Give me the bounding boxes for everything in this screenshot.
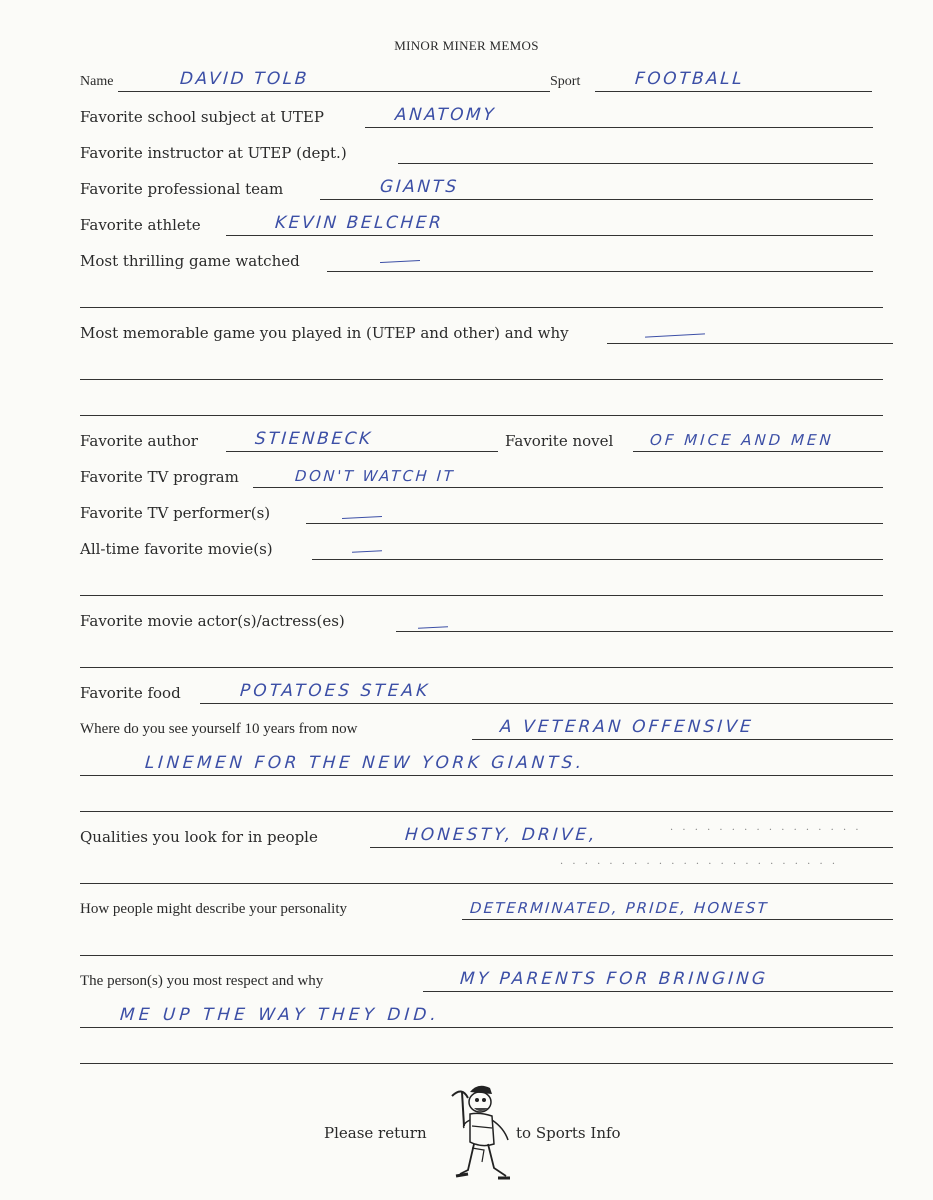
ten-years-label: Where do you see yourself 10 years from now xyxy=(80,721,358,737)
author-line xyxy=(226,451,498,452)
athlete-line xyxy=(226,235,873,236)
tv-program-line xyxy=(253,487,883,488)
movie-row xyxy=(80,536,893,560)
memorable-line-3 xyxy=(80,415,883,416)
novel-line xyxy=(633,451,883,452)
author-value[interactable]: STIENBECK xyxy=(254,429,374,449)
movie-label: All-time favorite movie(s) xyxy=(80,540,273,558)
respect-row-2 xyxy=(80,1004,893,1028)
ten-years-row-2 xyxy=(80,752,893,776)
ten-years-row xyxy=(80,716,893,740)
thrilling-row-2 xyxy=(80,284,893,308)
memorable-row xyxy=(80,320,893,344)
team-line xyxy=(320,199,873,200)
ten-years-line-3 xyxy=(80,811,893,812)
instructor-label: Favorite instructor at UTEP (dept.) xyxy=(80,144,347,162)
actor-row xyxy=(80,608,893,632)
thrilling-line xyxy=(327,271,873,272)
athlete-label: Favorite athlete xyxy=(80,216,201,234)
qualities-value[interactable]: HONESTY, DRIVE, xyxy=(404,825,599,845)
food-line xyxy=(200,703,893,704)
tv-performer-dash xyxy=(342,516,382,519)
tv-performer-row xyxy=(80,500,893,524)
personality-label: How people might describe your personality xyxy=(80,901,348,917)
name-label: Name xyxy=(80,74,114,89)
team-row xyxy=(80,176,893,200)
movie-dash xyxy=(352,550,382,553)
subject-line xyxy=(365,127,873,128)
respect-row xyxy=(80,968,893,992)
subject-row xyxy=(80,104,893,128)
ten-years-line-2 xyxy=(80,775,893,776)
memorable-line-2 xyxy=(80,379,883,380)
sport-value[interactable]: FOOTBALL xyxy=(634,69,745,89)
respect-value-2[interactable]: ME UP THE WAY THEY DID. xyxy=(119,1005,441,1025)
qualities-label: Qualities you look for in people xyxy=(80,828,318,846)
personality-row-2 xyxy=(80,932,893,956)
memorable-line xyxy=(607,343,893,344)
instructor-line xyxy=(398,163,873,164)
actor-line xyxy=(396,631,893,632)
actor-dash xyxy=(418,626,448,629)
tv-performer-line xyxy=(306,523,883,524)
ten-years-value-2[interactable]: LINEMEN FOR THE NEW YORK GIANTS. xyxy=(144,753,586,773)
personality-line xyxy=(462,919,893,920)
qualities-dots-2: · · · · · · · · · · · · · · · · · · · · · · · xyxy=(560,859,839,870)
footer-to-sports-info: to Sports Info xyxy=(516,1124,621,1142)
food-label: Favorite food xyxy=(80,684,181,702)
food-value[interactable]: POTATOES STEAK xyxy=(239,681,431,701)
thrilling-row xyxy=(80,248,893,272)
ten-years-line xyxy=(472,739,893,740)
qualities-line xyxy=(370,847,893,848)
name-line xyxy=(118,91,550,92)
respect-row-3 xyxy=(80,1040,893,1064)
respect-value[interactable]: MY PARENTS FOR BRINGING xyxy=(459,969,769,989)
respect-line xyxy=(423,991,893,992)
qualities-row-2 xyxy=(80,860,893,884)
thrilling-dash xyxy=(380,260,420,263)
tv-program-value[interactable]: DON'T WATCH IT xyxy=(294,467,456,485)
thrilling-line-2 xyxy=(80,307,883,308)
ten-years-value[interactable]: A VETERAN OFFENSIVE xyxy=(499,717,755,737)
actor-line-2 xyxy=(80,667,893,668)
sport-line xyxy=(595,91,872,92)
personality-line-2 xyxy=(80,955,893,956)
subject-label: Favorite school subject at UTEP xyxy=(80,108,324,126)
actor-label: Favorite movie actor(s)/actress(es) xyxy=(80,612,345,630)
movie-row-2 xyxy=(80,572,893,596)
athlete-row xyxy=(80,212,893,236)
sport-label: Sport xyxy=(550,74,581,89)
novel-value[interactable]: OF MICE AND MEN xyxy=(649,431,835,449)
personality-value[interactable]: DETERMINATED, PRIDE, HONEST xyxy=(469,899,770,917)
team-value[interactable]: GIANTS xyxy=(379,177,460,197)
subject-value[interactable]: ANATOMY xyxy=(394,105,497,125)
tv-performer-label: Favorite TV performer(s) xyxy=(80,504,271,522)
respect-line-3 xyxy=(80,1063,893,1064)
respect-line-2 xyxy=(80,1027,893,1028)
team-label: Favorite professional team xyxy=(80,180,284,198)
memorable-row-3 xyxy=(80,392,893,416)
memorable-row-2 xyxy=(80,356,893,380)
name-value[interactable]: DAVID TOLB xyxy=(179,69,310,89)
miner-mascot-icon xyxy=(448,1078,514,1194)
ten-years-row-3 xyxy=(80,788,893,812)
movie-line-2 xyxy=(80,595,883,596)
thrilling-label: Most thrilling game watched xyxy=(80,252,300,270)
novel-label: Favorite novel xyxy=(505,432,614,450)
author-label: Favorite author xyxy=(80,432,198,450)
footer-please-return: Please return xyxy=(324,1124,427,1142)
actor-row-2 xyxy=(80,644,893,668)
respect-label: The person(s) you most respect and why xyxy=(80,973,324,989)
qualities-line-2 xyxy=(80,883,893,884)
memorable-label: Most memorable game you played in (UTEP and other) and why xyxy=(80,324,569,342)
form-title: MINOR MINER MEMOS xyxy=(394,38,539,53)
tv-program-label: Favorite TV program xyxy=(80,468,239,486)
name-row xyxy=(80,68,893,92)
movie-line xyxy=(312,559,883,560)
food-row xyxy=(80,680,893,704)
qualities-dots: · · · · · · · · · · · · · · · · xyxy=(670,825,862,836)
qualities-row xyxy=(80,824,893,848)
personality-row xyxy=(80,896,893,920)
instructor-row xyxy=(80,140,893,164)
tv-program-row xyxy=(80,464,893,488)
athlete-value[interactable]: KEVIN BELCHER xyxy=(274,213,444,233)
author-row xyxy=(80,428,893,452)
memorable-dash xyxy=(645,333,705,337)
